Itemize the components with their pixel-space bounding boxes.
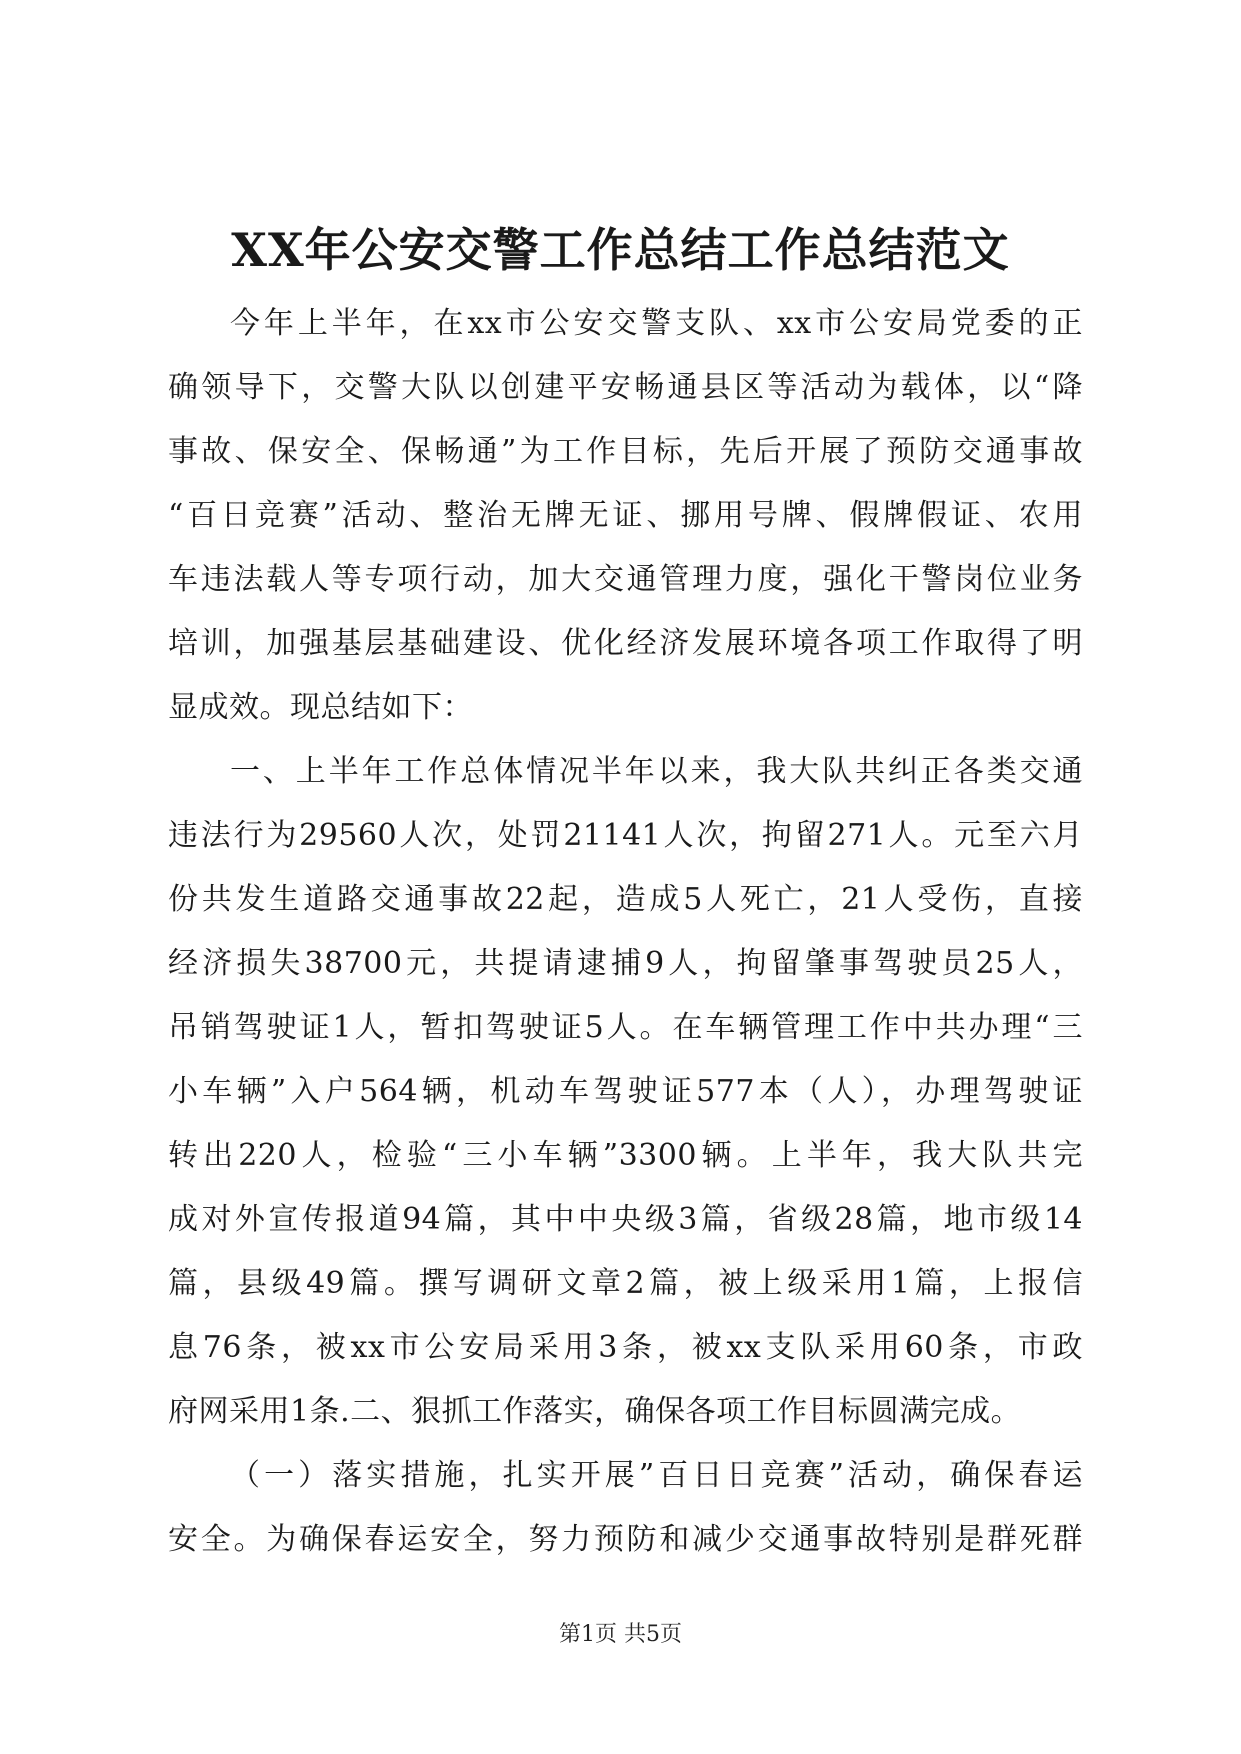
body-line: 息76条，被xx市公安局采用3条，被xx支队采用60条，市政 (168, 1330, 1083, 1365)
body-line: 经济损失38700元，共提请逮捕9人，拘留肇事驾驶员25人， (168, 946, 1083, 981)
body-line: 小车辆”入户564辆，机动车驾驶证577本（人），办理驾驶证 (168, 1074, 1083, 1109)
body-line: （一）落实措施，扎实开展”百日日竞赛”活动，确保春运 (230, 1458, 1083, 1493)
document-title: XX年公安交警工作总结工作总结范文 (231, 223, 1010, 277)
body-line: 事故、保安全、保畅通”为工作目标，先后开展了预防交通事故 (168, 434, 1083, 469)
body-line: 显成效。现总结如下： (168, 690, 473, 725)
body-line: 篇，县级49篇。撰写调研文章2篇，被上级采用1篇，上报信 (168, 1266, 1083, 1301)
body-line: 车违法载人等专项行动，加大交通管理力度，强化干警岗位业务 (168, 562, 1083, 597)
body-line: 培训，加强基层基础建设、优化经济发展环境各项工作取得了明 (168, 626, 1083, 661)
body-line: 转出220人，检验“三小车辆”3300辆。上半年，我大队共完 (168, 1138, 1083, 1173)
page-number: 第1页 共5页 (559, 1622, 682, 1647)
body-line: 府网采用1条.二、狠抓工作落实，确保各项工作目标圆满完成。 (168, 1394, 1022, 1429)
body-line: “百日竞赛”活动、整治无牌无证、挪用号牌、假牌假证、农用 (168, 498, 1083, 533)
body-line: 安全。为确保春运安全，努力预防和减少交通事故特别是群死群 (168, 1522, 1083, 1557)
body-line: 确领导下，交警大队以创建平安畅通县区等活动为载体，以“降 (168, 370, 1083, 405)
body-line: 今年上半年，在xx市公安交警支队、xx市公安局党委的正 (230, 306, 1083, 341)
body-line: 吊销驾驶证1人，暂扣驾驶证5人。在车辆管理工作中共办理“三 (168, 1010, 1083, 1045)
body-line: 一、上半年工作总体情况半年以来，我大队共纠正各类交通 (230, 754, 1083, 789)
body-line: 违法行为29560人次，处罚21141人次，拘留271人。元至六月 (168, 818, 1083, 853)
document-body (168, 292, 1083, 1572)
body-line: 份共发生道路交通事故22起，造成5人死亡，21人受伤，直接 (168, 882, 1083, 917)
body-line: 成对外宣传报道94篇，其中中央级3篇，省级28篇，地市级14 (168, 1202, 1083, 1237)
